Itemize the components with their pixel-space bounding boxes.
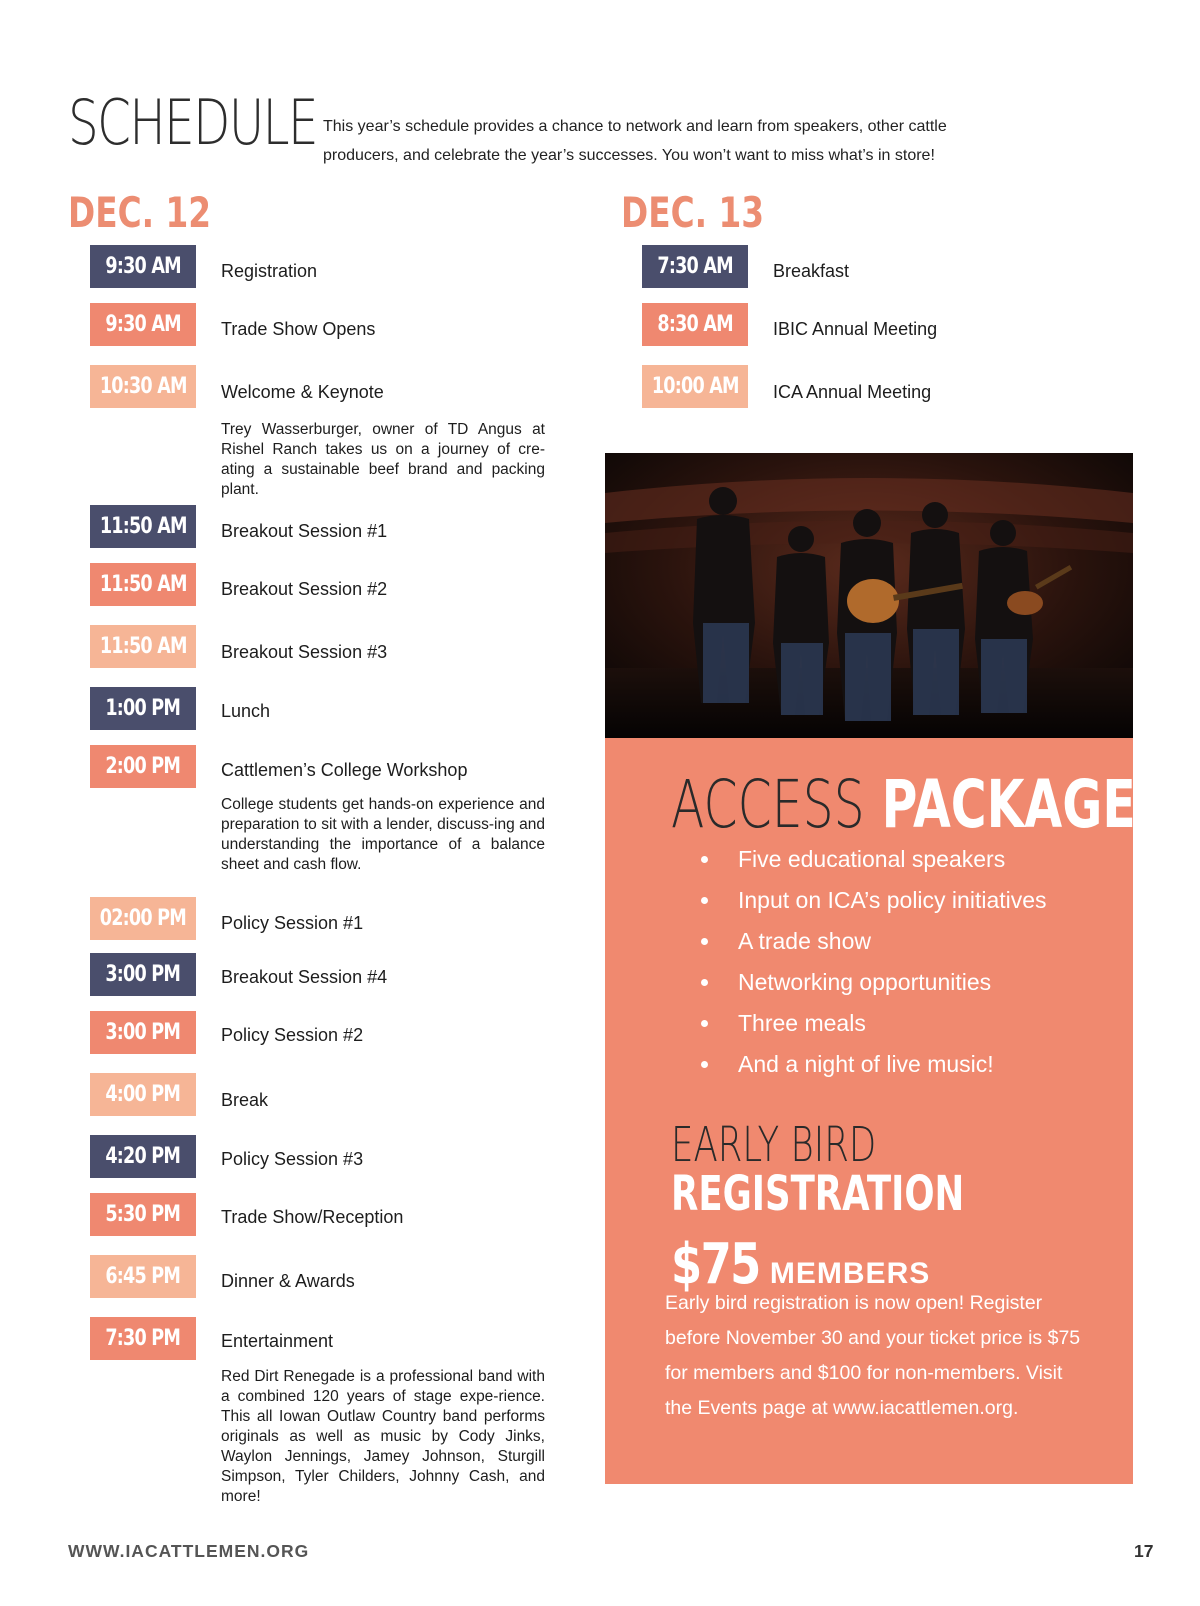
event-title: Registration <box>221 261 318 281</box>
event-description: College students get hands-on experience and preparation to sit with a lender, discuss-ing and understanding the importance of a balance sheet and cash flow. <box>221 796 545 873</box>
benefit-item: Networking opportunities <box>701 969 1047 1010</box>
event-title: Lunch <box>221 701 271 721</box>
bullet-icon <box>701 1020 708 1027</box>
time-badge: 5:30 PM <box>90 1193 196 1236</box>
event-title: Break <box>221 1090 269 1110</box>
time-badge: 10:30 AM <box>90 365 196 408</box>
intro-text: This year’s schedule provides a chance to network and learn from speakers, other cattle producers, and celebrate the year’s successes. You won’t want to miss what’s in store! <box>323 118 947 164</box>
time-badge: 9:30 AM <box>90 303 196 346</box>
time-badge: 3:00 PM <box>90 953 196 996</box>
benefit-item: Input on ICA’s policy initiatives <box>701 887 1047 928</box>
footer-website: WWW.IACATTLEMEN.ORG <box>68 1541 310 1561</box>
time-badge: 02:00 PM <box>90 897 196 940</box>
event-title: Welcome & Keynote <box>221 382 384 402</box>
page-number: 17 <box>1134 1541 1154 1561</box>
benefit-item: Three meals <box>701 1010 1047 1051</box>
time-badge: 2:00 PM <box>90 745 196 788</box>
time-badge: 4:00 PM <box>90 1073 196 1116</box>
event-description: Trey Wasserburger, owner of TD Angus at Rishel Ranch takes us on a journey of cre-ating a sustainable beef brand and packing plant. <box>221 421 545 498</box>
event-title: Trade Show Opens <box>221 319 376 339</box>
dec12-heading: DEC. 12 <box>68 188 212 237</box>
event-title: Policy Session #3 <box>221 1149 364 1169</box>
time-badge: 11:50 AM <box>90 563 196 606</box>
benefit-item: A trade show <box>701 928 1047 969</box>
package-benefits-list <box>701 846 1047 1092</box>
time-badge: 10:00 AM <box>642 365 748 408</box>
dec13-heading: DEC. 13 <box>621 188 765 237</box>
bullet-icon <box>701 979 708 986</box>
bullet-icon <box>701 897 708 904</box>
time-badge: 3:00 PM <box>90 1011 196 1054</box>
event-title: Breakout Session #3 <box>221 642 388 662</box>
registration-heading: REGISTRATION <box>671 1166 965 1222</box>
registration-details: Early bird registration is now open! Register before November 30 and your ticket price is $75 for members and $100 for non-members. Visit the Events page at www.iacattlemen.org. <box>665 1292 1081 1419</box>
time-badge: 7:30 PM <box>90 1317 196 1360</box>
event-title: Dinner & Awards <box>221 1271 355 1291</box>
benefit-item: Five educational speakers <box>701 846 1047 887</box>
bullet-icon <box>701 1061 708 1068</box>
event-title: Cattlemen’s College Workshop <box>221 760 468 780</box>
event-title: Breakout Session #2 <box>221 579 388 599</box>
bullet-icon <box>701 856 708 863</box>
event-title: Breakfast <box>773 261 850 281</box>
benefit-item: And a night of live music! <box>701 1051 1047 1092</box>
event-title: Breakout Session #4 <box>221 967 388 987</box>
time-badge: 6:45 PM <box>90 1255 196 1298</box>
time-badge: 11:50 AM <box>90 625 196 668</box>
event-title: IBIC Annual Meeting <box>773 319 938 339</box>
event-title: Policy Session #1 <box>221 913 364 933</box>
price-label: MEMBERS <box>769 1257 931 1290</box>
band-photo <box>605 453 1133 738</box>
time-badge: 1:00 PM <box>90 687 196 730</box>
event-title: Breakout Session #1 <box>221 521 388 541</box>
time-badge: 11:50 AM <box>90 505 196 548</box>
time-badge: 8:30 AM <box>642 303 748 346</box>
event-title: ICA Annual Meeting <box>773 382 932 402</box>
bullet-icon <box>701 938 708 945</box>
price-amount: $75 <box>671 1232 760 1297</box>
event-title: Trade Show/Reception <box>221 1207 404 1227</box>
early-bird-heading: EARLY BIRD <box>671 1117 877 1173</box>
event-title: Policy Session #2 <box>221 1025 364 1045</box>
time-badge: 9:30 AM <box>90 245 196 288</box>
time-badge: 4:20 PM <box>90 1135 196 1178</box>
access-package-title: ACCESS PACKAGE <box>671 766 1136 843</box>
access-package-panel <box>605 738 1136 1484</box>
event-description: Red Dirt Renegade is a professional band with a combined 120 years of stage expe-rience. This all Iowan Outlaw Country band performs originals as well as music by Cody Jinks, Waylon Jennings, Jamey Johnson, Sturgill Simpson, Tyler Childers, Johnny Cash, and more! <box>221 1368 545 1505</box>
page-title: SCHEDULE <box>68 86 318 159</box>
event-title: Entertainment <box>221 1331 334 1351</box>
time-badge: 7:30 AM <box>642 245 748 288</box>
